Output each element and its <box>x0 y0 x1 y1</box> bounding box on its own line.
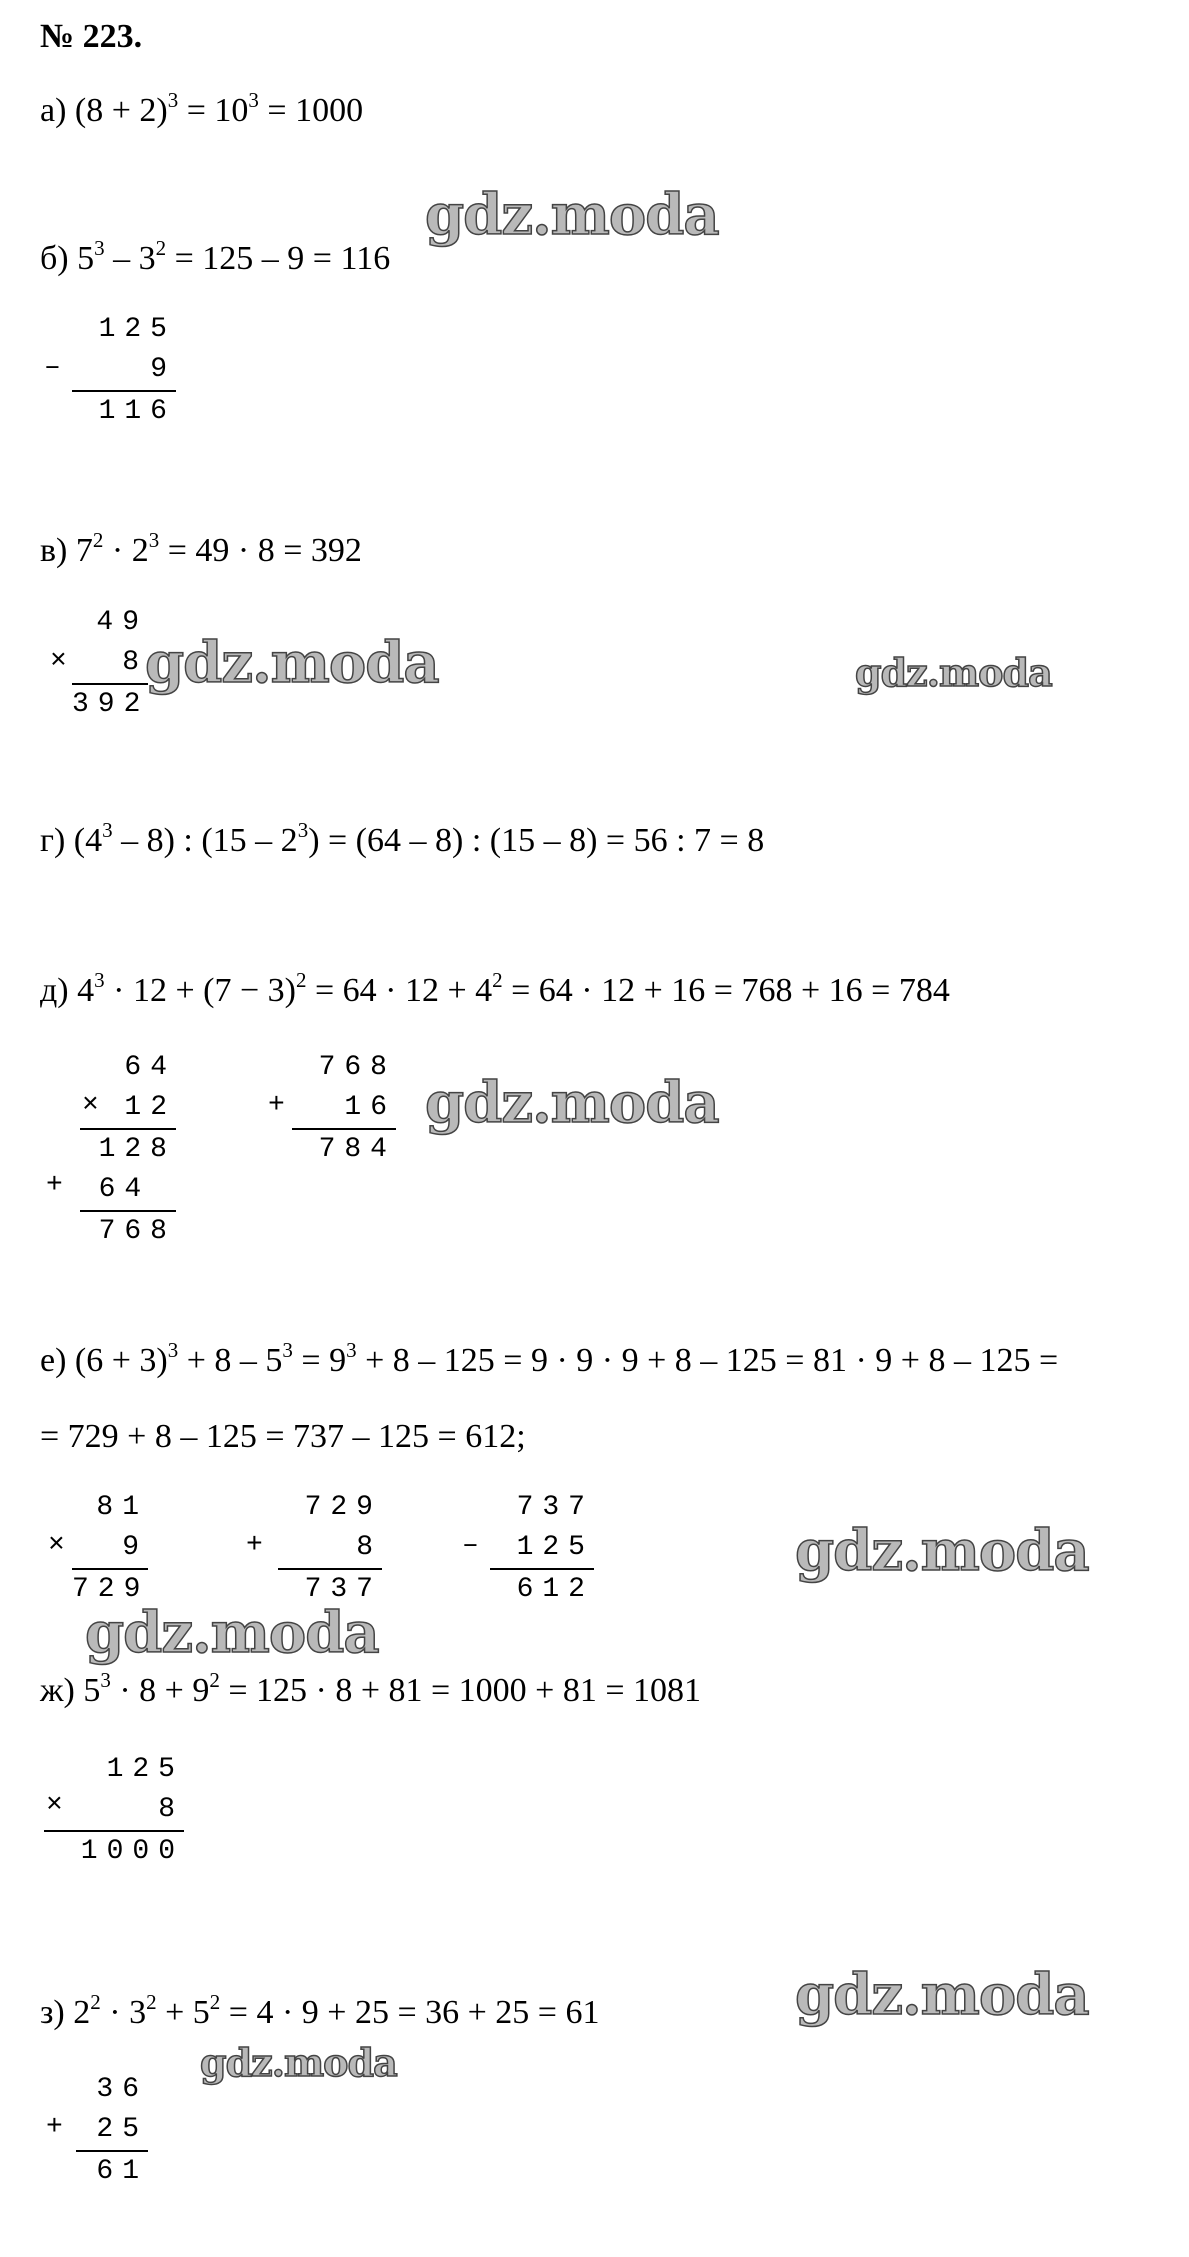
column-multiplication-v: 49 8 392 <box>72 607 150 720</box>
equation-e: е) $(6 + 3)^3 + 8 - 5^3 = 9^3 + 8 - 125 = 9 \cdot 9 \cdot 9 + 8 - 125 = 81 \cdot 9 + 8 - 125$ = <box>40 1338 1059 1379</box>
times-sign: × <box>46 1790 63 1821</box>
plus-sign: + <box>46 2112 63 2143</box>
equation-z: з) $2^2 \cdot 3^2 + 5^2 = 4 \cdot 9 + 25 = 36 + 25 = 61$ <box>40 1990 600 2031</box>
column-addition-z: 36 25 61 <box>76 2070 148 2192</box>
column-multiplication-d: 64 12 128 64 768 <box>80 1048 176 1252</box>
minus-sign: – <box>44 352 61 383</box>
column-subtraction-e: 737 125 612 <box>490 1488 594 1610</box>
equation-a: а) $(8 + 2)^3 = 10^3 = 1000$ <box>40 88 364 129</box>
watermark: gdz.moda <box>200 2040 397 2085</box>
equation-d: д) $4^3 \cdot 12 + (7 - 3)^2 = 64 \cdot 12 + 4^2 = 64 \cdot 12 + 16 = 768 + 16 = 784$ <box>40 968 950 1009</box>
times-sign: × <box>48 1530 65 1561</box>
watermark: gdz.moda <box>145 630 439 696</box>
watermark: gdz.moda <box>795 1518 1089 1584</box>
watermark: gdz.moda <box>85 1600 379 1666</box>
equation-b: б) $5^3 - 3^2 = 125 - 9 = 116$ <box>40 236 391 277</box>
minus-sign: – <box>462 1530 479 1561</box>
watermark: gdz.moda <box>425 1070 719 1136</box>
watermark: gdz.moda <box>855 650 1052 695</box>
watermark: gdz.moda <box>425 182 719 248</box>
column-addition-d: 768 16 784 <box>292 1048 396 1170</box>
equation-e-line2: = 729 + 8 – 125 = 737 – 125 = 612; <box>40 1418 526 1455</box>
equation-zh: ж) $5^3 \cdot 8 + 9^2 = 125 \cdot 8 + 81 = 1000 + 81 = 1081$ <box>40 1668 702 1709</box>
plus-sign: + <box>246 1530 263 1561</box>
times-sign: × <box>50 646 67 677</box>
column-addition-e: 729 8 737 <box>278 1488 382 1610</box>
column-multiplication-e: 81 9 729 <box>72 1492 150 1605</box>
column-subtraction-b: 125 9 116 <box>72 310 176 432</box>
equation-g: г) $(4^3 - 8)$ : $(15 - 2^3) = (64 - 8)$ : (15 – 8) = 56 : 7 = 8 <box>40 818 765 859</box>
equation-v: в) $7^2 \cdot 2^3 = 49 \cdot 8 = 392$ <box>40 528 362 569</box>
column-multiplication-zh: 125 8 1000 <box>44 1750 184 1872</box>
plus-sign: + <box>268 1090 285 1121</box>
plus-sign: + <box>46 1170 63 1201</box>
task-number: № 223. <box>40 18 143 55</box>
watermark: gdz.moda <box>795 1962 1089 2028</box>
times-sign: × <box>82 1090 99 1121</box>
